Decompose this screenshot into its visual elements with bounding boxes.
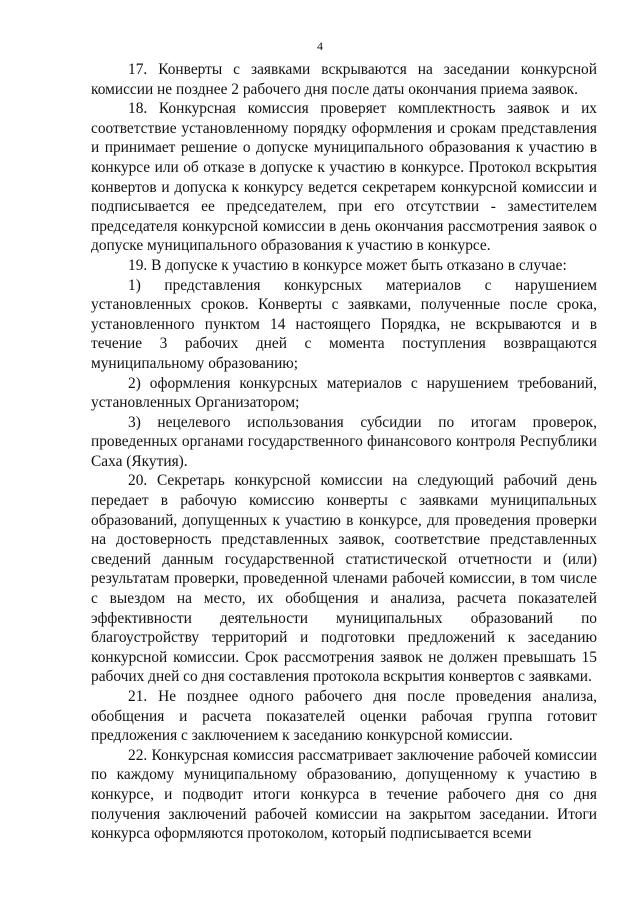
list-item-19-3: 3) нецелевого использования субсидии по итогам проверок, проведенных органами государственного финансового контроля Республики Саха (Якутия).	[91, 413, 597, 470]
list-item-19-1: 1) представления конкурсных материалов с нарушением установленных сроков. Конверты с заявками, полученные после срока, установленного пунктом 14 настоящего Порядка, не вскрываются и в течение 3 рабочих дней с момента поступления возвращаются муниципальному образованию;	[91, 276, 597, 372]
paragraph-18: 18. Конкурсная комиссия проверяет комплектность заявок и их соответствие установленному порядку оформления и срокам представления и принимает решение о допуске муниципального образования к участию в конкурсе или об отказе в допуске к участию в конкурсе. Протокол вскрытия конвертов и допуска к конкурсу ведется секретарем конкурсной комиссии и подписывается ее председателем, при его отсутствии - заместителем председателя конкурсной комиссии в день окончания рассмотрения заявок о допуске муниципального образования к участию в конкурсе.	[91, 100, 597, 255]
paragraph-20: 20. Секретарь конкурсной комиссии на следующий рабочий день передает в рабочую комиссию конверты с заявками муниципальных образований, допущенных к участию в конкурсе, для проведения проверки на достоверность представленных заявок, соответствие представленных сведений данным государственной статистической отчетности и (или) результатам проверки, проведенной членами рабочей комиссии, в том числе с выездом на место, их обобщения и анализа, расчета показателей эффективности деятельности муниципальных образований по благоустройству территорий и подготовки предложений к заседанию конкурсной комиссии. Срок рассмотрения заявок не должен превышать 15 рабочих дней со дня составления протокола вскрытия конвертов с заявками.	[91, 472, 597, 686]
document-body	[91, 60, 597, 844]
list-item-19-2: 2) оформления конкурсных материалов с нарушением требований, установленных Организатором;	[91, 374, 597, 412]
paragraph-17: 17. Конверты с заявками вскрываются на заседании конкурсной комиссии не позднее 2 рабочего дня после даты окончания приема заявок.	[91, 61, 597, 98]
paragraph-21: 21. Не позднее одного рабочего дня после проведения анализа, обобщения и расчета показателей оценки рабочая группа готовит предложения с заключением к заседанию конкурсной комиссии.	[91, 688, 597, 745]
paragraph-22: 22. Конкурсная комиссия рассматривает заключение рабочей комиссии по каждому муниципальному образованию, допущенному к участию в конкурсе, и подводит итоги конкурса в течение рабочего дня со дня получения заключений рабочей комиссии на закрытом заседании. Итоги конкурса оформляются протоколом, который подписывается всеми	[91, 746, 597, 843]
page-number: 4	[317, 39, 323, 53]
paragraph-19: 19. В допуске к участию в конкурсе может быть отказано в случае:	[128, 256, 567, 274]
